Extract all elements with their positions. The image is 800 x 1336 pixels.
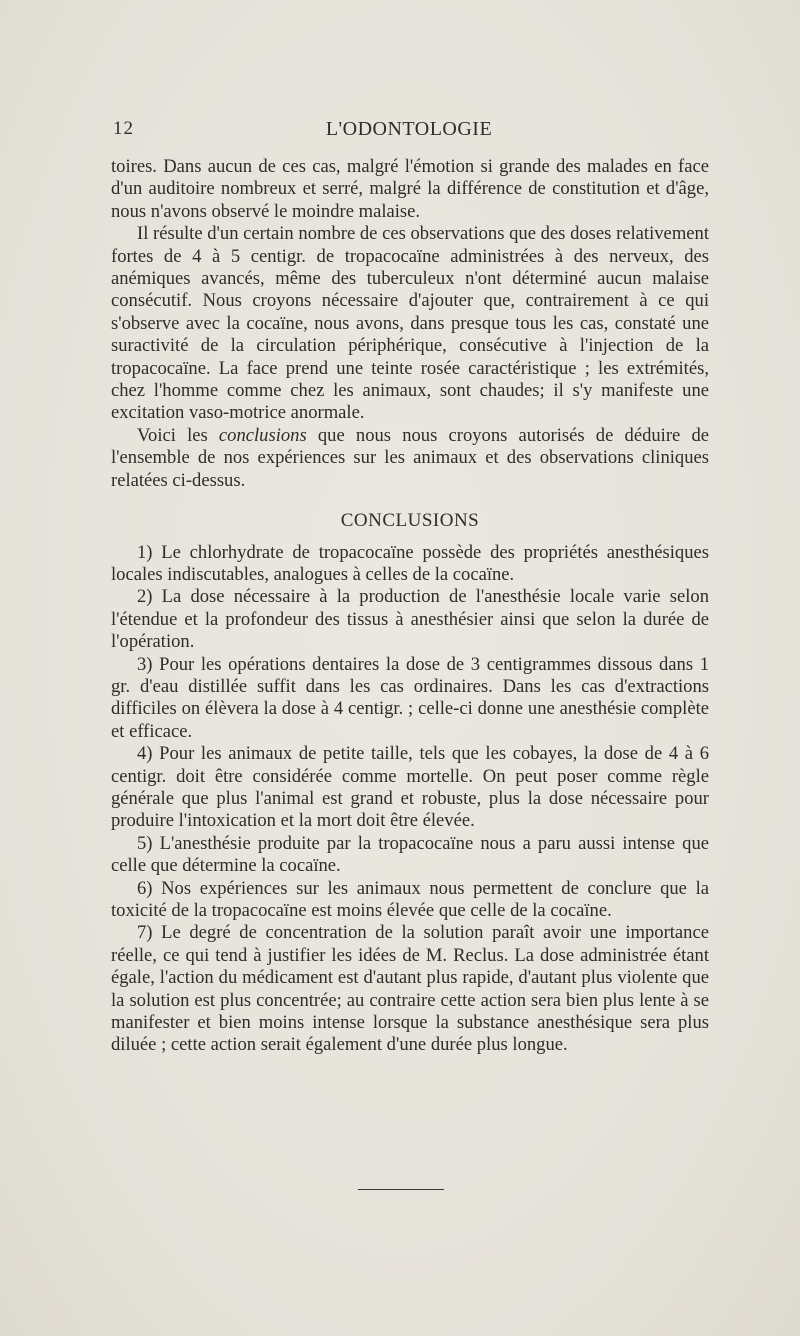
- page-body: [111, 156, 709, 1057]
- running-title: L'ODONTOLOGIE: [325, 118, 493, 140]
- page-header: [113, 118, 705, 146]
- paragraph-observations: Il résulte d'un certain nombre de ces observations que des doses relativement fortes de 4 à 5 centigr. de tropacocaïne administrées à des nerveux, des anémiques avancés, même des tuberculeux n'ont déterminé aucun malaise consécutif. Nous croyons nécessaire d'ajouter que, contrairement à ce qui s'observe avec la cocaïne, nous avons, dans presque tous les cas, constaté une suractivité de la circulation périphérique, consécutive à l'injection de la tropacocaïne. La face prend une teinte rosée caractéristique ; les extrémités, chez l'homme comme chez les animaux, sont chaudes; il s'y manifeste une excitation vaso-motrice anormale.: [111, 223, 709, 424]
- intro-text-before: Voici les: [137, 424, 219, 446]
- intro-text-after: que nous nous croyons autorisés de déduire de l'ensemble de nos expériences sur les animaux et des observations cliniques relatées ci-dessus.: [111, 424, 709, 491]
- conclusion-item: 7) Le degré de concentration de la solution paraît avoir une importance réelle, ce qui tend à justifier les idées de M. Reclus. La dose administrée étant égale, l'action du médicament est d'autant plus rapide, d'autant plus violente que la solution est plus concentrée; au contraire cette action sera bien plus lente à se manifester et bien moins intense lorsque la substance anesthésique sera plus diluée ; cette action serait également d'une durée plus longue.: [111, 922, 709, 1056]
- section-heading: CONCLUSIONS: [340, 510, 480, 532]
- conclusion-item: 4) Pour les animaux de petite taille, tels que les cobayes, la dose de 4 à 6 centigr. doit être considérée comme mortelle. On peut poser comme règle générale que plus l'animal est grand et robuste, plus la dose nécessaire pour produire l'intoxication et la mort doit être élevée.: [111, 743, 709, 832]
- conclusion-item: 6) Nos expériences sur les animaux nous permettent de conclure que la toxicité de la tropacocaïne est moins élevée que celle de la cocaïne.: [111, 877, 709, 921]
- paragraph-conclusions-intro: [111, 425, 709, 492]
- paragraph-continued: toires. Dans aucun de ces cas, malgré l'émotion si grande des malades en face d'un auditoire nombreux et serré, malgré la différence de constitution et d'âge, nous n'avons observé le moindre malaise.: [111, 156, 709, 222]
- page-number: 12: [113, 118, 134, 139]
- conclusion-item: 3) Pour les opérations dentaires la dose de 3 centigrammes dissous dans 1 gr. d'eau distillée suffit dans les cas ordinaires. Dans les cas d'extractions difficiles on élèvera la dose à 4 centigr. ; celle-ci donne une anesthésie complète et efficace.: [111, 653, 709, 742]
- conclusion-item: 1) Le chlorhydrate de tropacocaïne possède des propriétés anesthésiques locales indiscutables, analogues à celles de la cocaïne.: [111, 541, 709, 585]
- conclusion-item: 5) L'anesthésie produite par la tropacocaïne nous a paru aussi intense que celle que détermine la cocaïne.: [111, 832, 709, 877]
- conclusion-item: 2) La dose nécessaire à la production de l'anesthésie locale varie selon l'étendue et la profondeur des tissus à anesthésier ainsi que selon la durée de l'opération.: [111, 586, 709, 653]
- intro-emphasis: conclusions: [218, 424, 307, 446]
- end-rule: [358, 1189, 444, 1190]
